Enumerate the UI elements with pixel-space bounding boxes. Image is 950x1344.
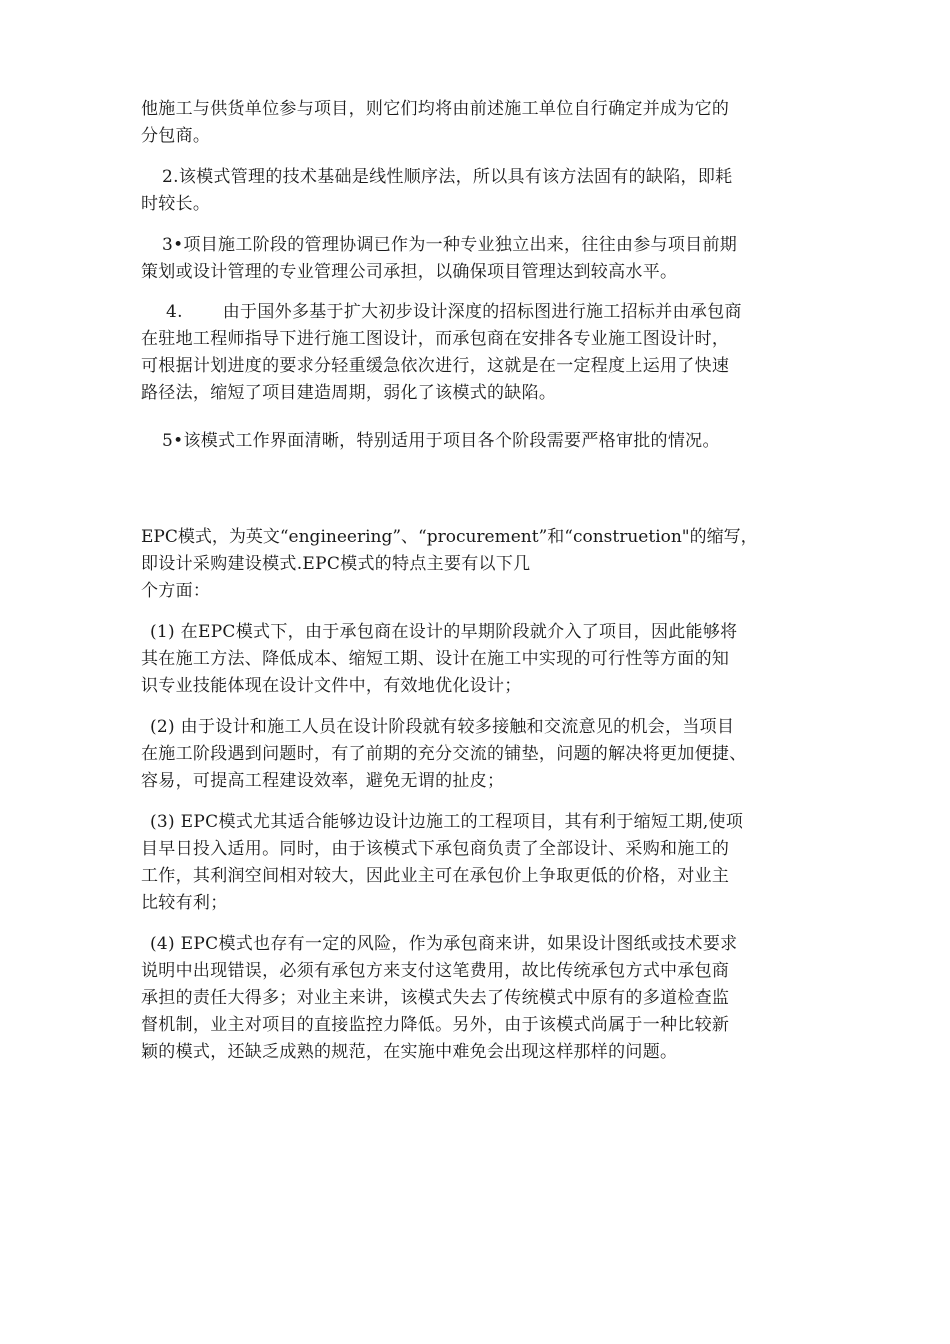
text-line: 目早日投入适用。同时，由于该模式下承包商负责了全部设计、采购和施工的: [141, 839, 730, 859]
text-line: (1) 在EPC模式下，由于承包商在设计的早期阶段就介入了项目，因此能够将: [150, 622, 738, 642]
text-line: 督机制，业主对项目的直接监控力降低。另外，由于该模式尚属于一种比较新: [141, 1015, 730, 1035]
text-line: 工作，其利润空间相对较大，因此业主可在承包价上争取更低的价格，对业主: [141, 866, 730, 886]
text-line: 说明中出现错误，必须有承包方来支付这笔费用，故比传统承包方式中承包商: [141, 961, 730, 981]
text-line: (4) EPC模式也存有一定的风险，作为承包商来讲，如果设计图纸或技术要求: [150, 934, 738, 954]
text-line: 个方面：: [141, 581, 211, 601]
text-line: (3) EPC模式尤其适合能够边设计边施工的工程项目，其有利于缩短工期,使项: [150, 812, 744, 832]
text-line: 在驻地工程师指导下进行施工图设计，而承包商在安排各专业施工图设计时，: [141, 329, 730, 349]
text-line: 承担的责任大得多；对业主来讲，该模式失去了传统模式中原有的多道检查监: [141, 988, 730, 1008]
text-line: 即设计采购建设模式.EPC模式的特点主要有以下几: [141, 554, 531, 574]
text-line: 策划或设计管理的专业管理公司承担，以确保项目管理达到较高水平。: [141, 262, 678, 282]
text-line: 其在施工方法、降低成本、缩短工期、设计在施工中实现的可行性等方面的知: [141, 649, 730, 669]
text-line: 容易，可提高工程建设效率，避免无谓的扯皮；: [141, 771, 505, 791]
text-line: 可根据计划进度的要求分轻重缓急依次进行，这就是在一定程度上运用了快速: [141, 356, 730, 376]
text-line: 他施工与供货单位参与项目，则它们均将由前述施工单位自行确定并成为它的: [141, 99, 730, 119]
text-line: 在施工阶段遇到问题时，有了前期的充分交流的铺垫，问题的解决将更加便捷、: [141, 744, 747, 764]
text-line: 4. 由于国外多基于扩大初步设计深度的招标图进行施工招标并由承包商: [166, 302, 742, 322]
text-line: 路径法，缩短了项目建造周期，弱化了该模式的缺陷。: [141, 383, 557, 403]
text-line: 识专业技能体现在设计文件中，有效地优化设计；: [141, 676, 522, 696]
text-line: 比较有利；: [141, 893, 228, 913]
text-line: 分包商。: [141, 126, 211, 146]
text-line: 时较长。: [141, 194, 211, 214]
text-line: EPC模式，为英文“engineering”、“procurement”和“construetion"的缩写，: [141, 527, 758, 547]
text-line: 5•该模式工作界面清晰，特别适用于项目各个阶段需要严格审批的情况。: [162, 431, 720, 451]
text-line: 2.该模式管理的技术基础是线性顺序法，所以具有该方法固有的缺陷，即耗: [162, 167, 733, 187]
text-line: 3•项目施工阶段的管理协调已作为一种专业独立出来，往往由参与项目前期: [162, 235, 738, 255]
text-line: 颖的模式，还缺乏成熟的规范，在实施中难免会出现这样那样的问题。: [141, 1042, 678, 1062]
text-line: (2) 由于设计和施工人员在设计阶段就有较多接触和交流意见的机会，当项目: [150, 717, 735, 737]
